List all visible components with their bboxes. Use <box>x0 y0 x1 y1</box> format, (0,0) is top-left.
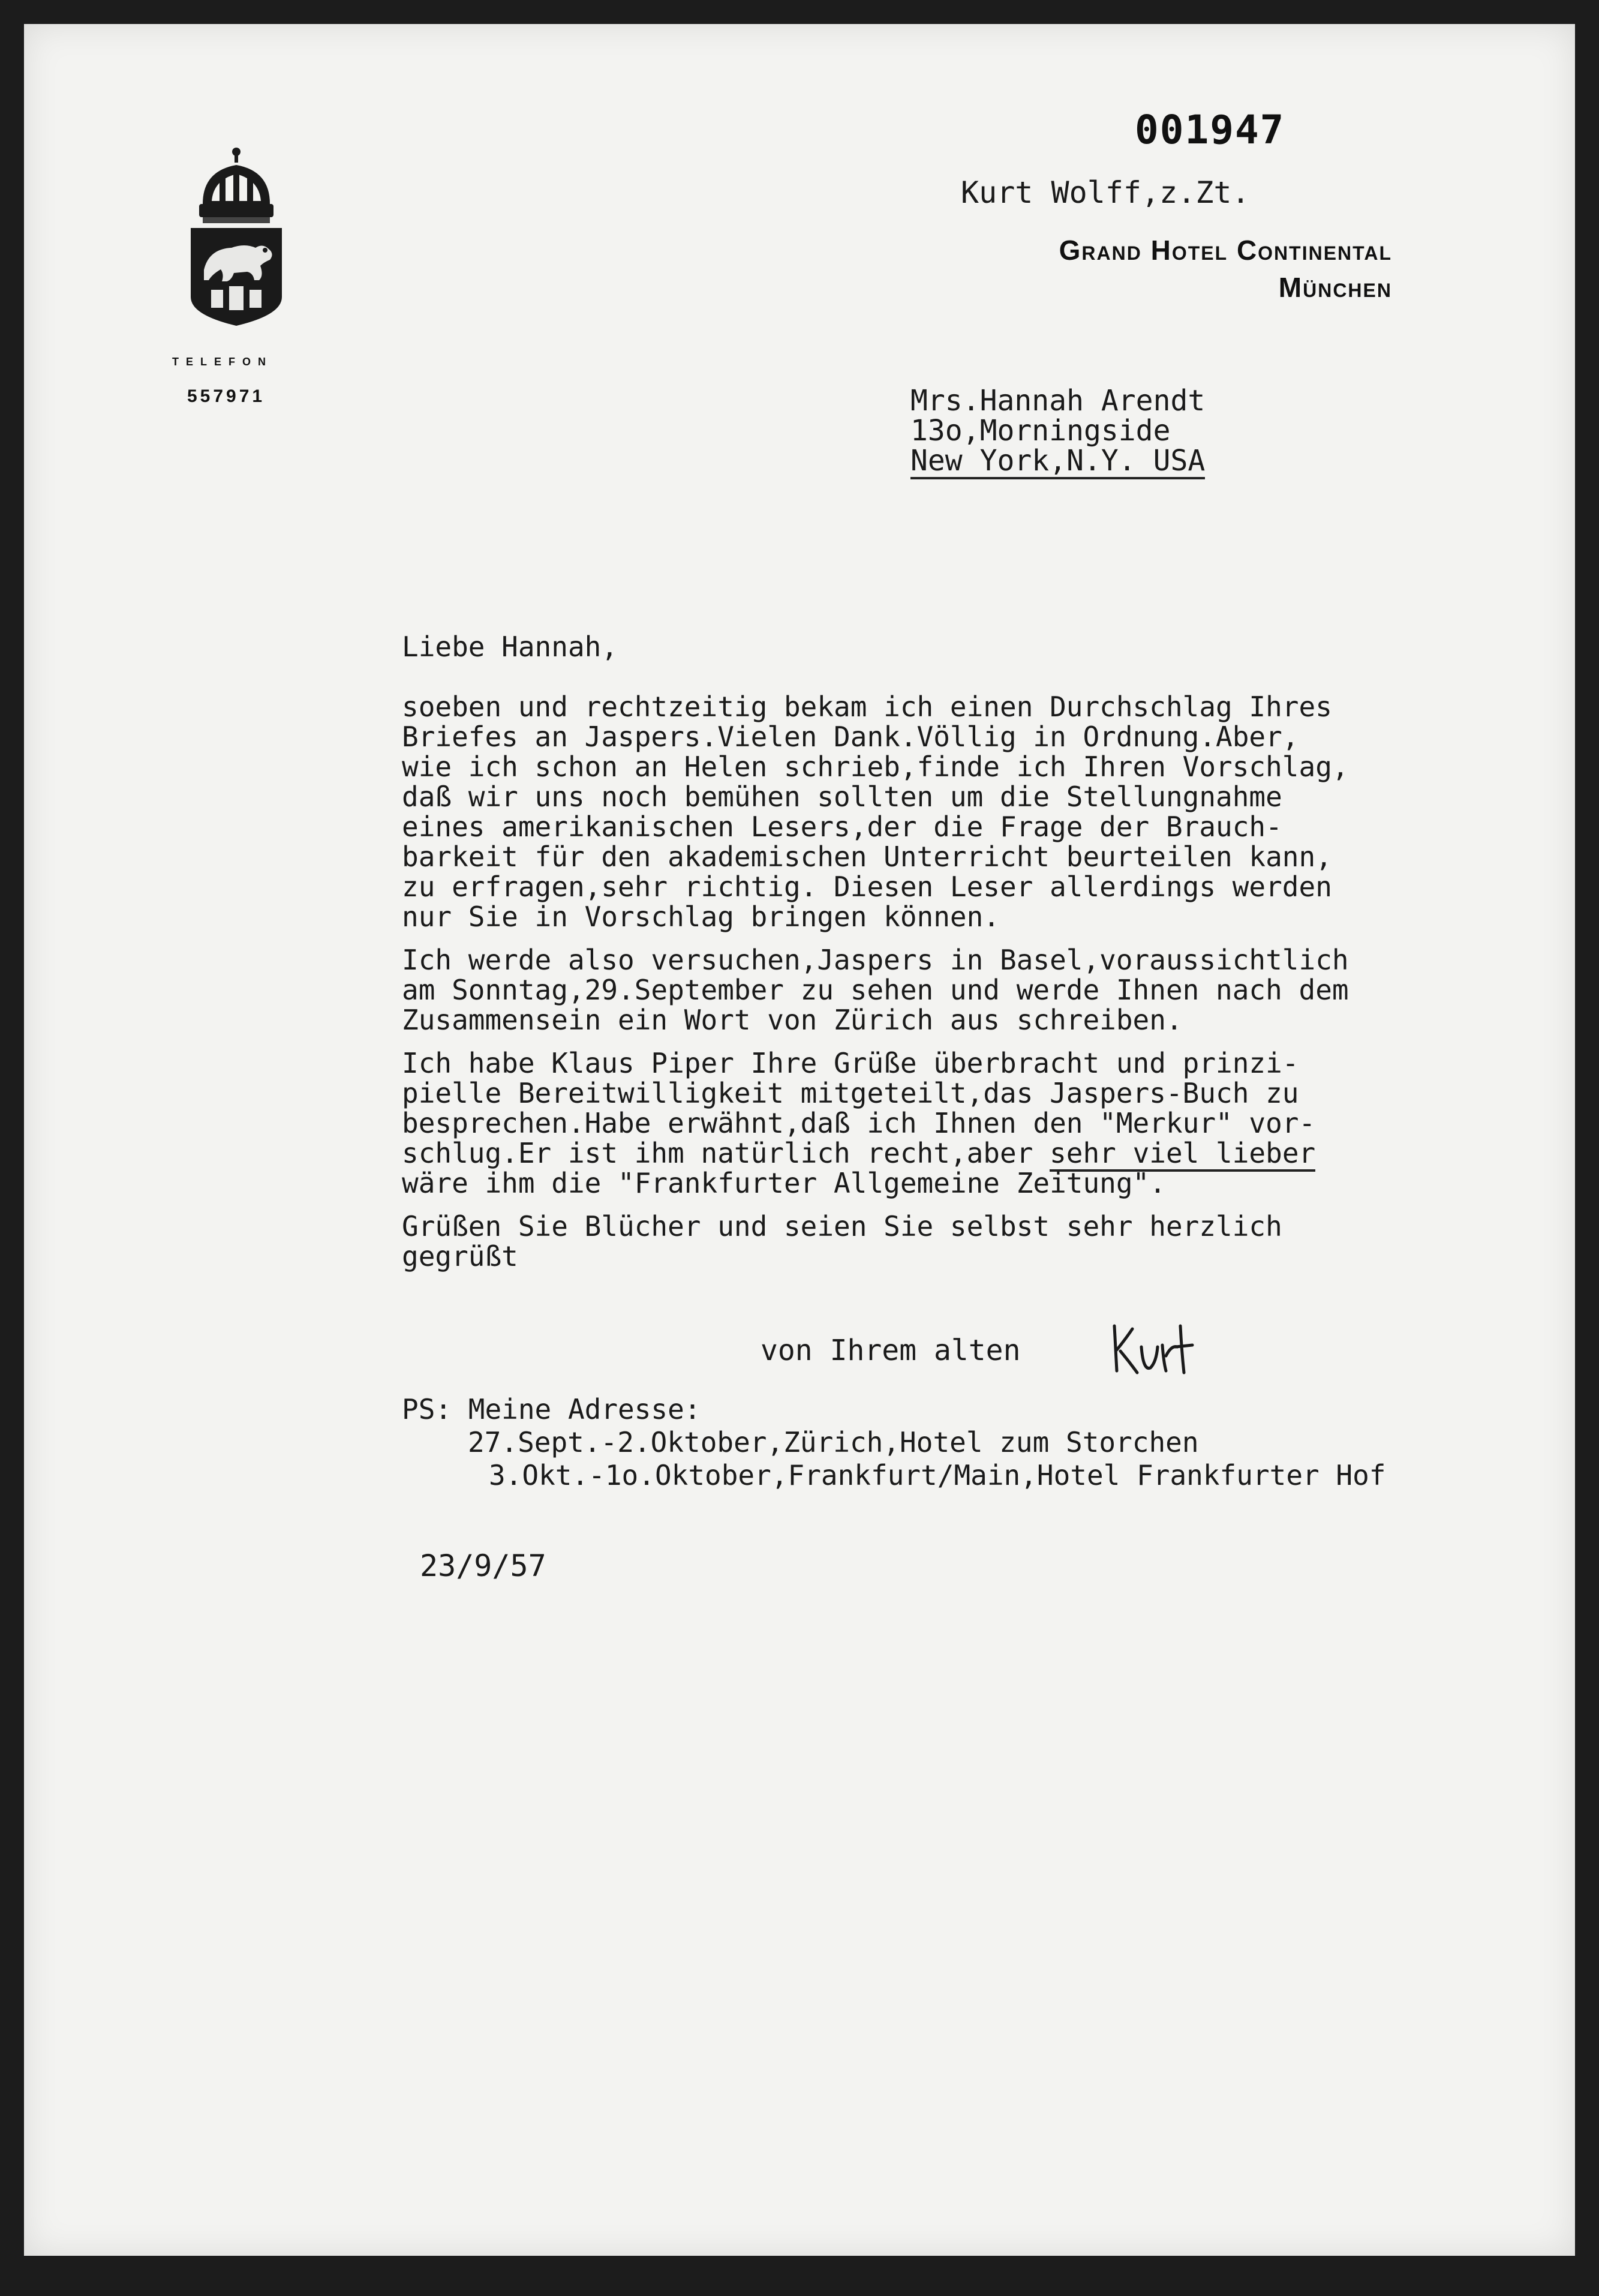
crest-logo <box>185 147 288 327</box>
recipient-street: 13o,Morningside <box>910 414 1171 448</box>
paragraph-4: Grüßen Sie Blücher und seien Sie selbst sehr herzlich gegrüßt <box>402 1210 1282 1272</box>
hotel-letterhead <box>1059 232 1392 306</box>
ps-address-1: 27.Sept.-2.Oktober,Zürich,Hotel zum Storchen <box>468 1426 1199 1458</box>
recipient-address <box>910 386 1205 479</box>
closing-line: von Ihrem alten <box>761 1334 1021 1367</box>
ps-address-2: 3.Okt.-1o.Oktober,Frankfurt/Main,Hotel Frankfurter Hof <box>489 1459 1386 1491</box>
paragraph-2: Ich werde also versuchen,Jaspers in Basel,voraussichtlich am Sonntag,29.September zu sehen und werde Ihnen nach dem Zusammensein ein Wort von Zürich aus schreiben. <box>402 944 1349 1036</box>
hotel-city: München <box>1278 272 1392 303</box>
recipient-city: New York,N.Y. USA <box>910 446 1205 479</box>
letter-body <box>402 632 1349 1284</box>
letter-date: 23/9/57 <box>420 1548 546 1583</box>
telefon-label: TELEFON <box>172 356 273 368</box>
telefon-number: 557971 <box>187 386 266 406</box>
paragraph-3-end: wäre ihm die "Frankfurter Allgemeine Zeitung". <box>402 1167 1166 1199</box>
sender-line: Kurt Wolff,z.Zt. <box>961 175 1250 210</box>
handwritten-signature <box>1108 1314 1240 1380</box>
paragraph-3-text: Ich habe Klaus Piper Ihre Grüße überbracht und prinzi- pielle Bereitwilligkeit mitgeteilt,das Jaspers-Buch zu besprechen.Habe erwähnt,daß ich Ihnen den "Merkur" vor- schlug.Er ist ihm natürlich recht,aber <box>402 1047 1316 1169</box>
postscript <box>402 1393 1386 1492</box>
salutation: Liebe Hannah, <box>402 631 618 663</box>
letter-sheet <box>24 24 1575 2256</box>
document-number: 001947 <box>1135 107 1285 153</box>
paragraph-3 <box>402 1048 1349 1198</box>
hotel-name: Grand Hotel Continental <box>1059 235 1392 266</box>
ps-label: PS: Meine Adresse: <box>402 1393 701 1425</box>
paragraph-1: soeben und rechtzeitig bekam ich einen Durchschlag Ihres Briefes an Jaspers.Vielen Dank.Völlig in Ordnung.Aber, wie ich schon an Helen schrieb,finde ich Ihren Vorschlag, daß wir uns noch bemühen sollten um die Stellungnahme eines amerikanischen Lesers,der die Frage der Brauch- barkeit für den akademischen Unterricht beurteilen kann, zu erfragen,sehr richtig. Diesen Leser allerdings werden nur Sie in Vorschlag bringen können. <box>402 691 1349 933</box>
crown-icon <box>199 148 273 223</box>
recipient-name: Mrs.Hannah Arendt <box>910 384 1206 418</box>
underlined-phrase: sehr viel lieber <box>1050 1137 1315 1172</box>
